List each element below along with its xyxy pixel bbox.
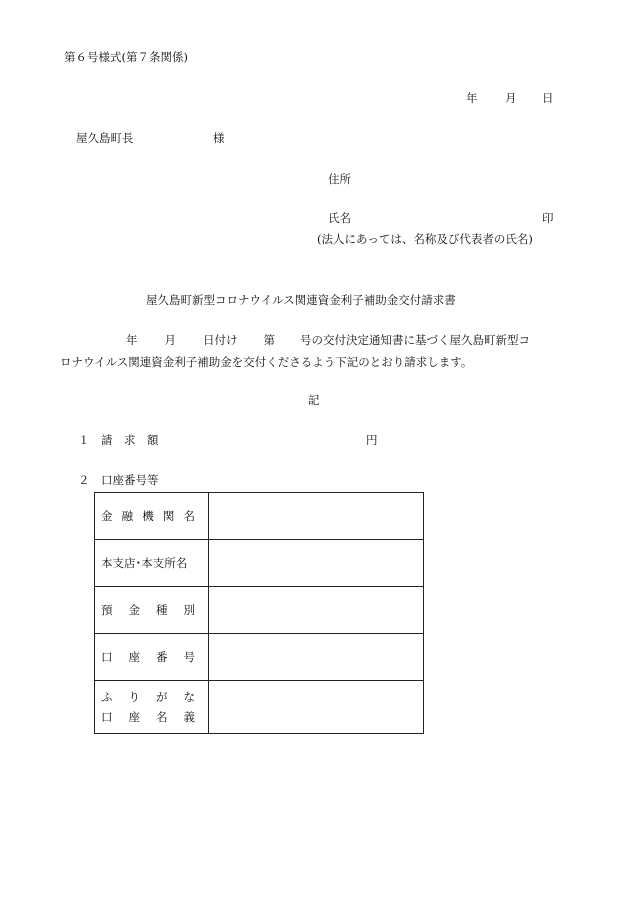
item1-unit: 円 bbox=[366, 433, 378, 447]
branch-field[interactable] bbox=[209, 540, 424, 587]
body-year: 年 bbox=[126, 333, 138, 347]
table-row bbox=[95, 540, 424, 587]
body-month: 月 bbox=[164, 333, 176, 347]
seal-mark: 印 bbox=[542, 211, 554, 225]
body-dated: 日付け bbox=[203, 333, 238, 347]
item1-label: 請 求 額 bbox=[101, 433, 159, 447]
addressee-name: 屋久島町長 bbox=[76, 131, 134, 145]
deposit-type-field[interactable] bbox=[209, 587, 424, 634]
ki-heading: 記 bbox=[308, 393, 320, 407]
account-number-label: 口 座 番 号 bbox=[95, 634, 209, 681]
item2-label: 口座番号等 bbox=[101, 473, 159, 487]
table-row bbox=[95, 493, 424, 540]
date-year: 年 bbox=[466, 91, 478, 105]
request-paragraph bbox=[60, 329, 570, 373]
address-label: 住所 bbox=[328, 172, 351, 186]
account-number-field[interactable] bbox=[209, 634, 424, 681]
bank-name-label: 金 融 機 関 名 bbox=[95, 493, 209, 540]
branch-label: 本支店･本支所名 bbox=[95, 540, 209, 587]
corporate-note: (法人にあっては、名称及び代表者の氏名) bbox=[317, 232, 533, 246]
document-title: 屋久島町新型コロナウイルス関連資金利子補助金交付請求書 bbox=[146, 293, 456, 307]
table-row bbox=[95, 681, 424, 734]
date-month: 月 bbox=[505, 91, 517, 105]
body-text-line2: ロナウイルス関連資金利子補助金を交付くださるよう下記のとおり請求します。 bbox=[60, 355, 473, 369]
addressee-honorific: 様 bbox=[213, 131, 225, 145]
table-row bbox=[95, 634, 424, 681]
bank-name-field[interactable] bbox=[209, 493, 424, 540]
name-label: 氏名 bbox=[328, 211, 351, 225]
account-holder-field[interactable] bbox=[209, 681, 424, 734]
item2-number: ２ bbox=[78, 473, 90, 487]
item1-number: １ bbox=[78, 433, 90, 447]
form-number: 第６号様式(第７条関係) bbox=[64, 50, 188, 64]
date-day: 日 bbox=[542, 91, 554, 105]
body-dai: 第 bbox=[263, 333, 275, 347]
account-table bbox=[94, 492, 424, 734]
account-holder-label: ふ り が な 口 座 名 義 bbox=[95, 681, 209, 734]
body-text-line1: 号の交付決定通知書に基づく屋久島町新型コ bbox=[300, 333, 530, 347]
deposit-type-label: 預 金 種 別 bbox=[95, 587, 209, 634]
table-row bbox=[95, 587, 424, 634]
